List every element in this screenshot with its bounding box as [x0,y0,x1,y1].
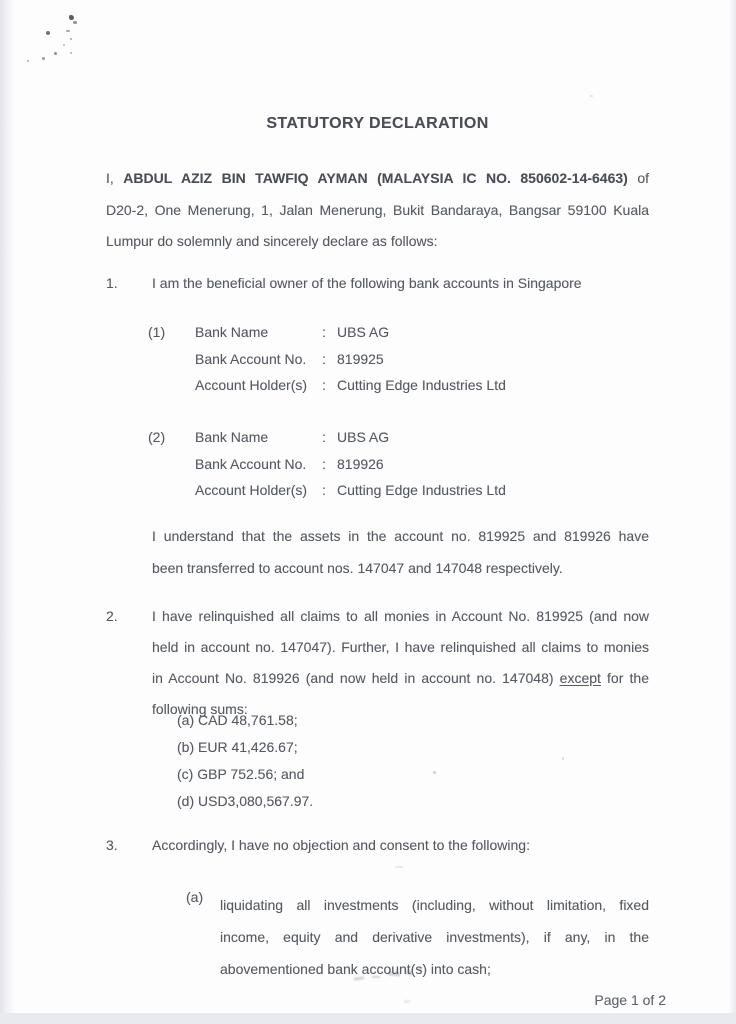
separator-colon: : [322,455,326,472]
scan-edge-left [0,0,15,1024]
opening-line-1 [106,163,649,195]
ink-speck [54,52,57,55]
bank-1-name-value: UBS AG [337,324,390,340]
sum-item-b: (b) EUR 41,426.67; [177,739,298,755]
except-underlined-word: except [559,670,601,686]
clause-3-text: Accordingly, I have no objection and consent to the following: [152,837,530,853]
bank-2-holder-row [195,477,506,504]
ink-speck [69,15,74,20]
separator-colon: : [322,429,326,445]
ink-speck [42,57,45,60]
clause-3 [106,837,649,853]
bank-2-holder-value: Cutting Edge Industries Ltd [337,482,506,498]
bank-1-holder-row [195,372,506,399]
transfer-statement-line-2: been transferred to account nos. 147047 and 147048 respectively. [152,559,563,576]
sum-item-c: (c) GBP 752.56; and [177,766,305,782]
subitem-a-line-1: liquidating all investments (including, without limitation, fixed [220,897,649,913]
sum-item-a: (a) CAD 48,761.58; [177,712,298,728]
subitem-a-line-3: abovementioned bank account(s) into cash; [220,961,491,977]
bank-2-account-row [195,451,506,478]
clause-2-line-2: held in account no. 147047). Further, I have relinquished all claims to monies [152,639,649,655]
page-number: Page 1 of 2 [594,992,666,1008]
bank-2-name-row [195,424,506,451]
clause-2-line-3 [152,663,649,694]
ink-speck [70,52,72,54]
bank-account-block-2 [148,424,506,504]
clause-1-number: 1. [106,275,118,291]
bank-1-holder-value: Cutting Edge Industries Ltd [337,377,506,393]
opening-of: of [627,170,649,186]
ink-speck [66,30,70,32]
ink-speck [27,60,29,62]
excepted-sums-list [177,707,313,815]
opening-paragraph [106,163,649,258]
opening-line-2: D20-2, One Menerung, 1, Jalan Menerung, Bukit Bandaraya, Bangsar 59100 Kuala [106,201,649,218]
separator-colon: : [322,324,326,340]
clause-1-text: I am the beneficial owner of the following bank accounts in Singapore [152,275,582,291]
ink-speck [73,21,77,24]
bank-1-account-row [195,346,506,373]
ink-speck [70,38,72,40]
clause-2-line-3-post: for the [600,670,649,686]
bank-1-number: (1) [148,324,166,340]
sum-item-d: (d) USD3,080,567.97. [177,793,314,809]
clause-2-number: 2. [106,608,118,624]
bank-1-name-row [195,319,506,346]
subitem-a-number: (a) [186,889,204,905]
bank-1-account-value: 819925 [337,350,384,367]
bank-account-no-label: Bank Account No. [195,455,307,472]
clause-3-subitem-a [186,889,649,985]
bank-name-label: Bank Name [195,324,269,340]
transfer-statement-line-1: I understand that the assets in the account no. 819925 and 819926 have [152,528,649,544]
bank-2-account-value: 819926 [337,455,384,472]
clause-2-line-3-pre: in Account No. 819926 (and now held in account no. 147048) [152,670,560,686]
clause-1 [106,275,649,291]
subitem-a-line-2: income, equity and derivative investments), if any, in the [220,929,649,945]
bank-name-label: Bank Name [195,429,269,445]
document-content [106,0,649,1024]
ink-speck [63,44,65,46]
account-holder-label: Account Holder(s) [195,482,308,498]
separator-colon: : [322,350,326,367]
scan-edge-right [729,0,736,1024]
ink-speck [46,31,50,35]
declarant-name-and-ic: ABDUL AZIZ BIN TAWFIQ AYMAN (MALAYSIA IC NO. 850602-14-6463) [123,170,628,186]
bank-2-name-value: UBS AG [337,429,390,445]
separator-colon: : [322,482,326,498]
clause-2-line-4: following sums: [152,701,248,717]
bank-2-number: (2) [148,429,166,445]
transfer-statement-paragraph [152,521,649,584]
separator-colon: : [322,377,326,393]
opening-line-3: Lumpur do solemnly and sincerely declare as follows: [106,233,438,249]
account-holder-label: Account Holder(s) [195,377,308,393]
clause-2-line-1: I have relinquished all claims to all monies in Account No. 819925 (and now [152,608,649,624]
clause-3-number: 3. [106,837,118,853]
document-title: STATUTORY DECLARATION [266,115,489,132]
opening-pre: I, [106,170,124,186]
bank-account-no-label: Bank Account No. [195,350,307,367]
bank-account-block-1 [148,319,506,399]
